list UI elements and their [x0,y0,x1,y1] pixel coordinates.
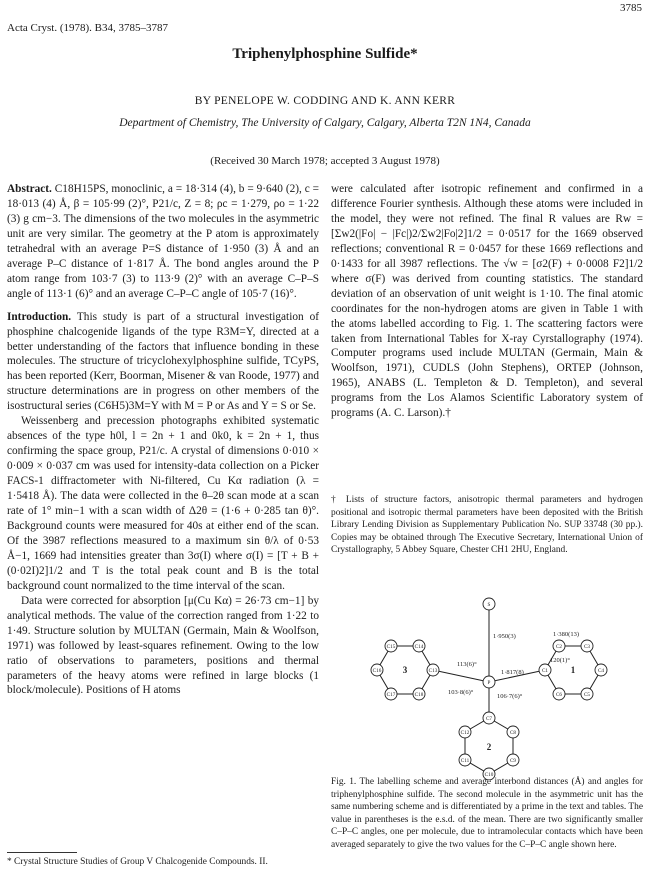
label-c6: C6 [555,692,563,698]
page-number: 3785 [620,2,642,14]
label-c18: C18 [414,692,424,698]
dist-p-s: 1·950(3) [493,633,516,640]
angle-ring: 120(1)° [550,657,570,664]
label-c13: C13 [428,668,438,674]
introduction-text: This study is part of a structural investigation of phosphine chalcogenide ligands of the type R3M=Y, directed at a better understanding of the factors that influence bonding in these molecules. The structure of tricyclohexylphosphine sulfide, TCyPS, has been reported (Kerr, Boorman, Misener & van Roode, 1977) and structure determinations are in progress on other members of the isostructural series (C6H5)3M=Y with M = P or As and Y = S or Se. [7,310,319,413]
footnote-dagger: † Lists of structure factors, anisotropic thermal parameters and hydrogen positional and isotropic thermal parameters have been deposited with the British Library Lending Division as Supplementary Publication No. SUP 33748 (30 pp.). Copies may be obtained through The Executive Secretary, International Union of Crystallography, 5 Abbey Square, Chester CH1 2HU, England. [331,495,643,556]
right-column [331,182,643,421]
label-c12: C12 [460,730,470,736]
label-c5: C5 [583,692,591,698]
refinement-paragraph: Data were corrected for absorption [μ(Cu Kα) = 26·73 cm−1] by analytical methods. The value of the correction ranged from 1·22 to 1·49. Structure solution by MULTAN (Germain, Main & Woolfson, 1971) was followed by least-squares refinement. Owing to the low ratio of observations to parameters, positions and thermal parameters of the heavy atoms were refined in large blocks (1 block/molecule). Positions of H atoms [7,594,319,697]
data-collection-paragraph: Weissenberg and precession photographs exhibited systematic absences of the type h0l, l = 2n + 1 and 0k0, k = 2n + 1, thus confirming the space group, P21/c. A crystal of dimensions 0·010 × 0·009 × 0·037 cm was used for intensity-data collection on a Picker FACS-1 diffractometer with Ni-filtered, Cu Kα radiation (λ = 1·5418 Å). The data were collected in the θ–2θ scan mode at a scan rate of 1° min−1 with a scan width of Δ2θ = (1·6 + 0·285 tan θ)°. Background counts were measured for 40s at either end of the scan. Of the 3987 reflections measured to a maximum sin θ/λ of 0·53 Å−1, 1669 had intensities greater than 3σ(I) where σ(I) = [T + B + (0·02I)2]1/2 and T is the total peak count and B is the total background count normalized to the time interval of the scan. [7,415,319,592]
figure-caption: Fig. 1. The labelling scheme and average interbond distances (Å) and angles for triphenylphosphine sulfide. The second molecule in the asymmetric unit has the same numbering scheme and is differentiated by a prime in the text and tables. The value in parentheses is the e.s.d. of the mean. There are two significantly smaller C–P–C angles, one per molecule, due to intramolecular contacts which have been averaged separately to give the two values for the C–P–C angle shown here. [331,777,643,850]
label-c14: C14 [414,644,424,650]
label-c15: C15 [386,644,396,650]
introduction-heading: Introduction. [7,310,72,323]
received-dates: (Received 30 March 1978; accepted 3 August 1978) [210,155,440,167]
label-c9: C9 [509,758,517,764]
bond-p-c13 [433,670,489,682]
label-c2: C2 [555,644,563,650]
label-c16: C16 [372,668,382,674]
article-title: Triphenylphosphine Sulfide* [232,46,418,62]
dist-c1-c2: 1·380(13) [553,631,579,638]
ring-label-3: 3 [402,665,408,675]
authors: BY PENELOPE W. CODDING AND K. ANN KERR [194,95,456,107]
footnote-star: * Crystal Structure Studies of Group V Chalcogenide Compounds. II. [7,857,268,867]
abstract-heading: Abstract. [7,183,52,195]
label-c8: C8 [509,730,517,736]
abstract-text: C18H15PS, monoclinic, a = 18·314 (4), b = 9·640 (2), c = 18·013 (4) Å, β = 105·99 (2)°, P21/c, Z = 8; ρc = 1·279, ρo = 1·22 (3) g cm−3. The dimensions of the two molecules in the asymmetric unit are very similar. The geometry at the P atom is approximately tetrahedral with an average P=S distance of 1·950 (3) Å and an average P–C distance of 1·817 Å. The bond angles around the P atom range from 103·7 (3) to 113·9 (2)° with an average C–P–S angle of 113·1 (6)° and an average C–P–C angle of 105·7 (16)°. [7,183,319,300]
footnote-rule [7,852,77,853]
angle-c-p-c: 106·7(6)° [497,693,523,700]
label-s: S [487,602,491,608]
label-c11: C11 [460,758,470,764]
label-p: P [487,680,491,686]
label-c17: C17 [386,692,396,698]
results-paragraph: were calculated after isotropic refinement and confirmed in a difference Fourier synthesis. Although these atoms were included in the model, they were not refined. The final R values are Rw = [Σw2(|Fo| − |Fc|)2/Σw2|Fo|2]1/2 = 0·0517 for the 1669 observed reflections; conventional R = 0·0457 for these 1669 reflections and 0·1433 for all 3987 reflections. The √w = [σ2(F) + 0·0008 F2]1/2 where σ(F) was derived from counting statistics. The standard deviation of an observation of unit weight is 1·10. The final atomic coordinates for the non-hydrogen atoms are given in Table 1 with the atoms labelled according to Fig. 1. The scattering factors were taken from International Tables for X-ray Cyrstallography (1974). Computer programs used include MULTAN (Germain, Main & Woolfson, 1971), CUDLS (John Stephens), ORTEP (Johnson, 1965), ANABS (L. Templeton & D. Templeton), and several programs from the Los Alamos Scientific Laboratory system of programs (A. C. Larson).† [331,183,643,420]
label-c10: C10 [484,772,494,778]
abstract-paragraph [7,182,319,302]
label-c1: C1 [541,668,549,674]
angle-c-p-c-small: 103·8(6)° [448,689,474,696]
left-column [7,182,319,698]
molecule-diagram [331,590,643,780]
affiliation: Department of Chemistry, The University of Calgary, Calgary, Alberta T2N 1N4, Canada [119,117,531,129]
introduction-paragraph [7,310,319,415]
ring-label-2: 2 [486,742,492,752]
label-c7: C7 [485,716,493,722]
dist-p-c1: 1·817(8) [501,669,524,676]
journal-reference: Acta Cryst. (1978). B34, 3785–3787 [7,22,169,34]
ring-label-1: 1 [570,665,576,675]
label-c4: C4 [597,668,605,674]
label-c3: C3 [583,644,591,650]
angle-s-p-c: 113(6)° [457,661,477,668]
